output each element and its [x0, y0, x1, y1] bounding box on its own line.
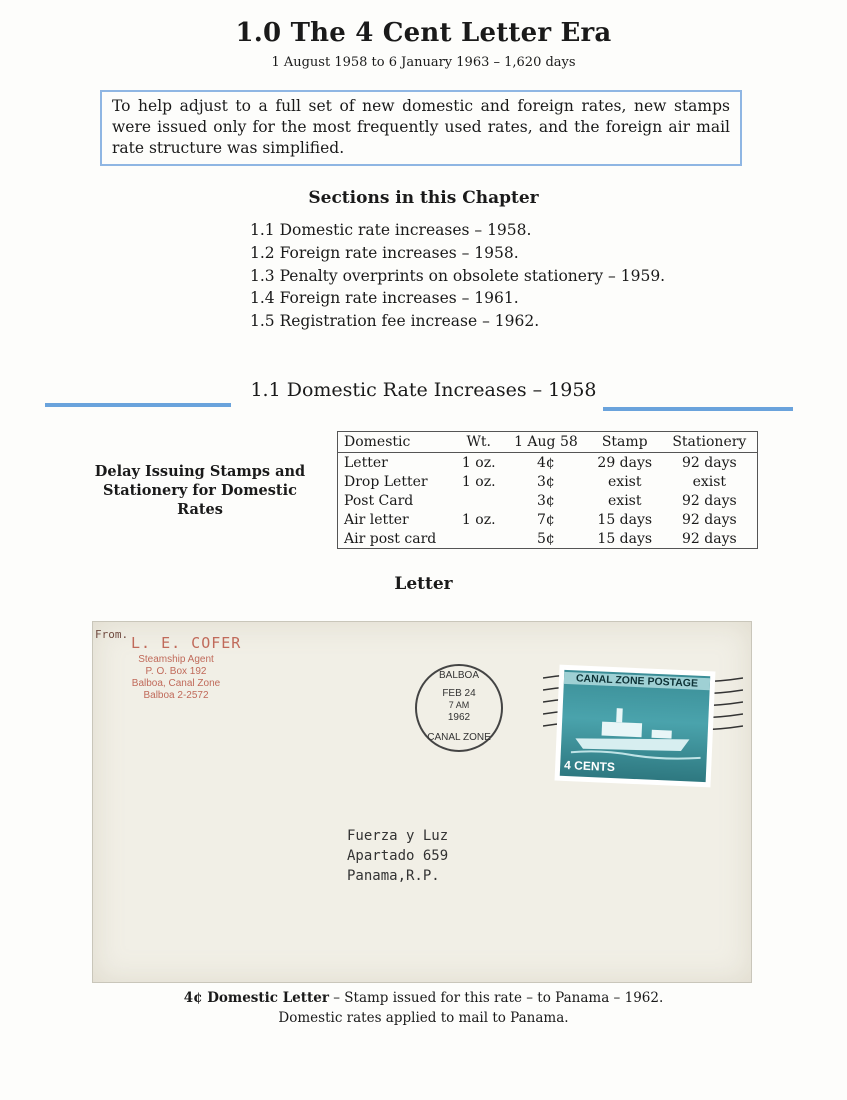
- table-row: [338, 529, 758, 549]
- column-header: Stamp: [588, 432, 662, 453]
- table-row: [338, 472, 758, 491]
- column-header: Wt.: [453, 432, 504, 453]
- table-cell: 4¢: [537, 454, 555, 471]
- return-line: Balboa 2-2572: [143, 690, 209, 701]
- table-cell: 1 oz.: [461, 511, 496, 528]
- section-item: 1.2 Foreign rate increases – 1958.: [250, 243, 519, 262]
- address-line: Apartado 659: [347, 848, 449, 864]
- caption-bold: 4¢ Domestic Letter: [183, 990, 329, 1006]
- section-item: 1.1 Domestic rate increases – 1958.: [250, 221, 532, 239]
- table-header-row: [338, 432, 758, 453]
- table-cell: Air letter: [344, 511, 409, 528]
- table-cell: 92 days: [682, 454, 737, 471]
- table-cell: 15 days: [597, 511, 653, 528]
- table-cell: exist: [608, 492, 642, 509]
- table-row: [338, 491, 758, 510]
- table-cell: 5¢: [537, 530, 555, 547]
- divider-left: [45, 403, 231, 407]
- table-row: [338, 510, 758, 529]
- sections-list: [250, 219, 665, 333]
- postmark-date: FEB 24: [442, 688, 476, 699]
- page-title: 1.0 The 4 Cent Letter Era: [235, 18, 612, 48]
- table-cell: [453, 491, 504, 510]
- column-header: Domestic: [338, 432, 454, 453]
- stamp-value: 4 CENTS: [563, 757, 616, 775]
- side-label-line: Stationery for Domestic Rates: [103, 482, 297, 518]
- section-item: 1.4 Foreign rate increases – 1961.: [250, 289, 519, 308]
- letter-heading: Letter: [394, 574, 453, 594]
- address-line: Fuerza y Luz: [347, 828, 449, 844]
- postmark-zone: CANAL ZONE: [427, 732, 491, 743]
- subsection-heading: 1.1 Domestic Rate Increases – 1958: [250, 379, 597, 401]
- table-cell: 1 oz.: [461, 454, 496, 471]
- table-cell: 7¢: [537, 511, 555, 528]
- intro-box: To help adjust to a full set of new domestic and foreign rates, new stamps were issued only for the most frequently used rates, and the foreign air mail rate structure was simplified.: [100, 90, 742, 166]
- section-item: 1.3 Penalty overprints on obsolete stationery – 1959.: [250, 266, 666, 285]
- table-cell: 3¢: [537, 473, 555, 490]
- figure-caption: [0, 988, 847, 1028]
- table-cell: 3¢: [537, 492, 555, 509]
- table-cell: [453, 529, 504, 549]
- table-row: [338, 453, 758, 473]
- postage-stamp: [555, 665, 716, 788]
- table-cell: Letter: [344, 454, 388, 471]
- address-line: Panama,R.P.: [347, 868, 440, 884]
- table-cell: exist: [692, 473, 727, 490]
- recipient-address: [347, 826, 448, 886]
- table-cell: 92 days: [682, 511, 737, 528]
- sections-heading: Sections in this Chapter: [308, 188, 539, 208]
- caption-line: Domestic rates applied to mail to Panama.: [278, 1010, 569, 1026]
- postmark-year: 1962: [447, 712, 471, 723]
- postmark-city: BALBOA: [438, 670, 480, 681]
- return-line: P. O. Box 192: [145, 666, 207, 677]
- caption-rest: – Stamp issued for this rate – to Panama – 1962.: [328, 990, 664, 1006]
- section-item: 1.5 Registration fee increase – 1962.: [250, 312, 540, 331]
- table-cell: 29 days: [597, 454, 653, 471]
- postmark: [415, 664, 503, 752]
- table-cell: 92 days: [682, 492, 737, 509]
- divider-right: [603, 407, 793, 411]
- return-name: L. E. COFER: [131, 634, 242, 652]
- rate-table: [337, 431, 758, 549]
- caption-line: [0, 988, 847, 1008]
- return-line: Balboa, Canal Zone: [131, 678, 221, 689]
- table-cell: 15 days: [597, 530, 653, 547]
- table-cell: Air post card: [344, 530, 437, 547]
- ship-icon: [571, 698, 703, 764]
- side-label-line: Delay Issuing Stamps and: [94, 463, 306, 480]
- page-subtitle: 1 August 1958 to 6 January 1963 – 1,620 days: [271, 55, 576, 70]
- envelope-image: [92, 621, 752, 983]
- table-cell: 1 oz.: [461, 473, 496, 490]
- table-cell: 92 days: [682, 530, 737, 547]
- return-from: From.: [95, 628, 129, 641]
- table-cell: Post Card: [344, 492, 414, 509]
- postmark-time: 7 AM: [448, 700, 470, 710]
- return-line: Steamship Agent: [138, 654, 214, 665]
- table-cell: Drop Letter: [344, 473, 428, 490]
- stamp-title: CANAL ZONE POSTAGE: [564, 672, 710, 690]
- column-header: Stationery: [662, 432, 758, 453]
- side-label: [80, 462, 320, 519]
- column-header: 1 Aug 58: [504, 432, 588, 453]
- table-cell: exist: [608, 473, 642, 490]
